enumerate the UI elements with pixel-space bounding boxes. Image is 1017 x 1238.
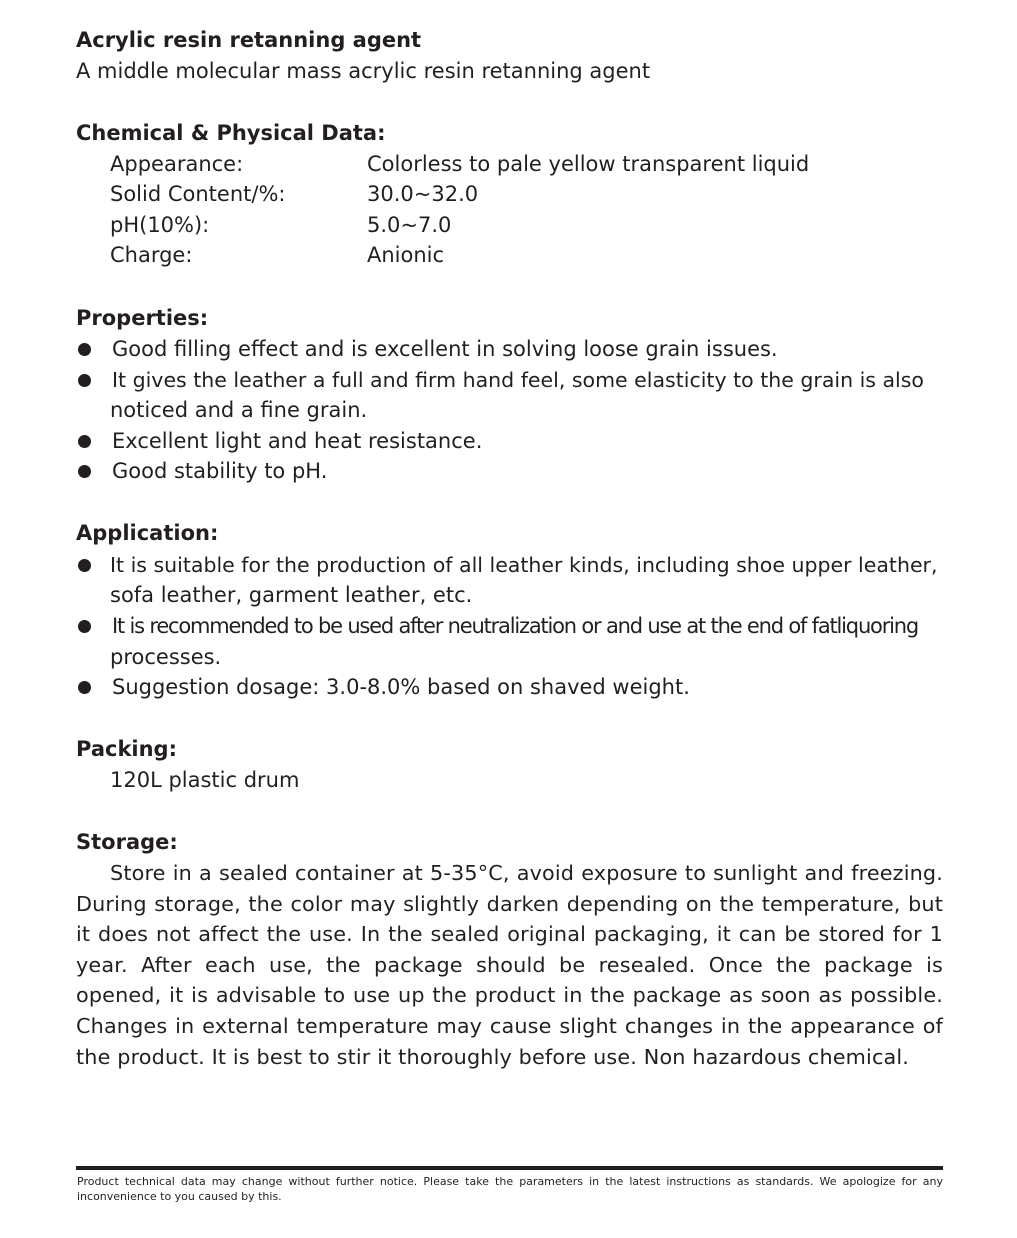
bullet-icon: [78, 681, 91, 694]
property-item-continuation: noticed and a fine grain.: [110, 398, 368, 422]
bullet-icon: [78, 343, 91, 356]
ph-value: 5.0~7.0: [367, 213, 452, 237]
application-heading: Application:: [76, 521, 219, 545]
application-item-continuation: sofa leather, garment leather, etc.: [110, 583, 473, 607]
bullet-icon: [78, 559, 91, 572]
appearance-label: Appearance:: [110, 152, 244, 176]
storage-heading: Storage:: [76, 830, 178, 854]
product-subtitle: A middle molecular mass acrylic resin retanning agent: [76, 59, 651, 83]
property-item: Excellent light and heat resistance.: [112, 429, 483, 453]
packing-text: 120L plastic drum: [110, 768, 300, 792]
bullet-icon: [78, 465, 91, 478]
footer-notice: Product technical data may change without further notice. Please take the parameters in the latest instructions as standards. We apologize for any inconvenience to you caused by this.: [77, 1175, 943, 1203]
bullet-icon: [78, 620, 91, 633]
bullet-icon: [78, 435, 91, 448]
application-item: Suggestion dosage: 3.0-8.0% based on shaved weight.: [112, 675, 690, 699]
product-title: Acrylic resin retanning agent: [76, 28, 422, 52]
storage-text: Store in a sealed container at 5-35°C, avoid exposure to sunlight and freezing. During storage, the color may slightly darken depending on the temperature, but it does not affect the use. In the sealed original packaging, it can be stored for 1 year. After each use, the package should be resealed. Once the package is opened, it is advisable to use up the product in the package as soon as possible. Changes in external temperature may cause slight changes in the appearance of the product. It is best to stir it thoroughly before use. Non hazardous chemical.: [76, 861, 943, 1069]
property-item: Good stability to pH.: [112, 459, 328, 483]
properties-heading: Properties:: [76, 306, 209, 330]
appearance-value: Colorless to pale yellow transparent liquid: [367, 152, 810, 176]
solid-content-label: Solid Content/%:: [110, 182, 286, 206]
packing-heading: Packing:: [76, 737, 177, 761]
footer-divider: [76, 1166, 943, 1170]
charge-label: Charge:: [110, 243, 193, 267]
chemical-data-heading: Chemical & Physical Data:: [76, 121, 386, 145]
property-item: It gives the leather a full and firm hand feel, some elasticity to the grain is also: [112, 368, 924, 392]
bullet-icon: [78, 374, 91, 387]
ph-label: pH(10%):: [110, 213, 210, 237]
charge-value: Anionic: [367, 243, 445, 267]
solid-content-value: 30.0~32.0: [367, 182, 479, 206]
property-item: Good filling effect and is excellent in solving loose grain issues.: [112, 337, 778, 361]
application-item-continuation: processes.: [110, 645, 222, 669]
application-item: It is suitable for the production of all leather kinds, including shoe upper leather,: [110, 553, 938, 577]
application-item: It is recommended to be used after neutralization or and use at the end of fatliquoring: [112, 614, 919, 638]
